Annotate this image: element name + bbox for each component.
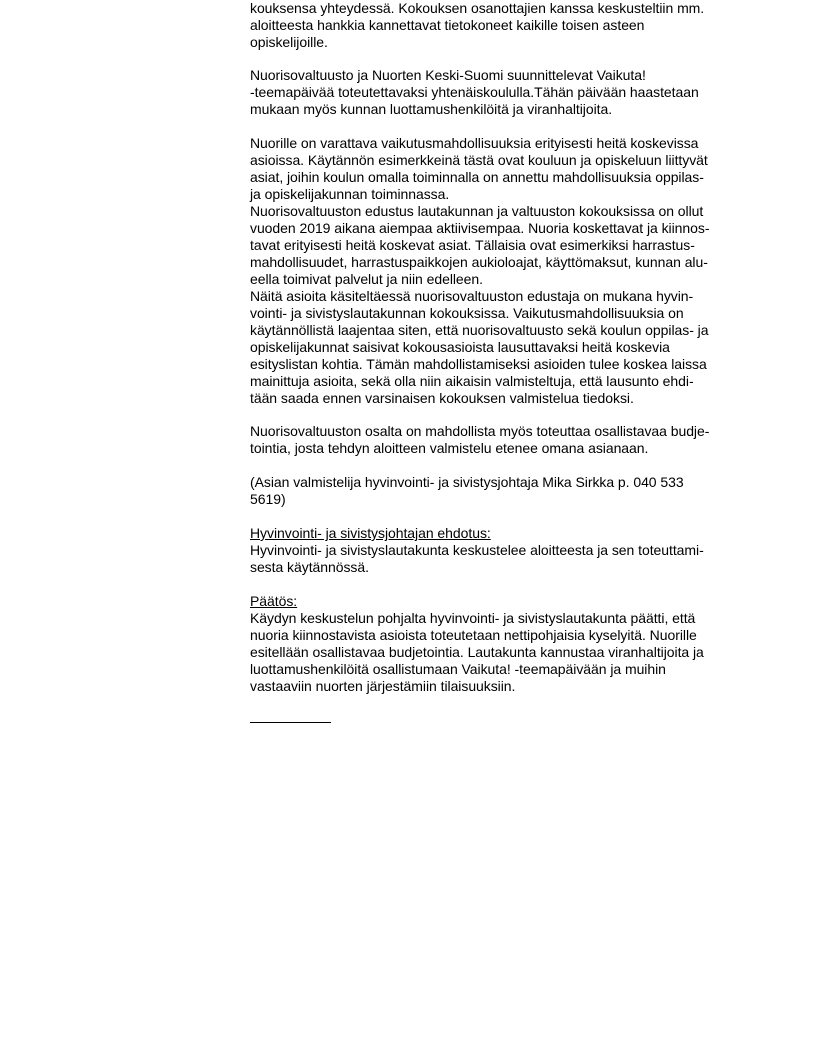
paragraph-influence-opportunities: [250, 135, 740, 407]
text-line: vointi- ja sivistyslautakunnan kokouksissa. Vaikutusmahdollisuuksia on: [250, 305, 684, 321]
text-line: aloitteesta hankkia kannettavat tietokoneet kaikille toisen asteen: [250, 17, 645, 33]
text-line: Nuorisovaltuusto ja Nuorten Keski-Suomi suunnittelevat Vaikuta!: [250, 67, 646, 83]
decision-heading: Päätös:: [250, 593, 298, 609]
text-line: eella toimivat palvelut ja niin edelleen.: [250, 271, 483, 287]
proposal-heading: Hyvinvointi- ja sivistysjohtajan ehdotus:: [250, 525, 491, 541]
text-line: -teemapäivää toteutettavaksi yhtenäiskoululla.Tähän päivään haastetaan: [250, 84, 699, 100]
text-line: (Asian valmistelija hyvinvointi- ja sivistysjohtaja Mika Sirkka p. 040 533: [250, 474, 684, 490]
text-line: esitellään osallistavaa budjetointia. Lautakunta kannustaa viranhaltijoita ja: [250, 644, 704, 660]
text-line: Näitä asioita käsiteltäessä nuorisovaltuuston edustaja on mukana hyvin-: [250, 288, 694, 304]
text-line: mainittuja asioita, sekä olla niin aikaisin valmisteltuja, että lausunto ehdi-: [250, 373, 694, 389]
text-line: Nuorille on varattava vaikutusmahdollisuuksia erityisesti heitä koskevissa: [250, 135, 699, 151]
text-line: nuoria kiinnostavista asioista toteutetaan nettipohjaisia kyselyitä. Nuorille: [250, 627, 697, 643]
text-line: vuoden 2019 aikana aiempaa aktiivisempaa. Nuoria koskettavat ja kiinnos-: [250, 220, 710, 236]
text-line: käytännöllistä laajentaa siten, että nuorisovaltuusto sekä koulun oppilas- ja: [250, 322, 709, 338]
text-line: Nuorisovaltuuston edustus lautakunnan ja valtuuston kokouksissa on ollut: [250, 203, 704, 219]
paragraph-theme-day: [250, 67, 740, 118]
text-line: asioissa. Käytännön esimerkkeinä tästä ovat kouluun ja opiskeluun liittyvät: [250, 152, 708, 168]
text-line: opiskelijoille.: [250, 34, 328, 50]
text-line: asiat, joihin koulun omalla toiminnalla on annettu mahdollisuuksia oppilas-: [250, 169, 704, 185]
text-line: sesta käytännössä.: [250, 559, 369, 575]
paragraph-meeting-discussion: [250, 0, 740, 51]
text-line: 5619): [250, 491, 286, 507]
text-line: luottamushenkilöitä osallistumaan Vaikuta! -teemapäivään ja muihin: [250, 661, 666, 677]
text-line: Käydyn keskustelun pohjalta hyvinvointi- ja sivistyslautakunta päätti, että: [250, 610, 696, 626]
text-line: vastaaviin nuorten järjestämiin tilaisuuksiin.: [250, 678, 516, 694]
text-line: tään saada ennen varsinaisen kokouksen valmistelua tiedoksi.: [250, 390, 634, 406]
text-line: mahdollisuudet, harrastuspaikkojen aukioloajat, käyttömaksut, kunnan alu-: [250, 254, 708, 270]
text-line: kouksensa yhteydessä. Kokouksen osanottajien kanssa keskusteltiin mm.: [250, 0, 705, 16]
text-line: Hyvinvointi- ja sivistyslautakunta keskustelee aloitteesta ja sen toteuttami-: [250, 542, 704, 558]
text-line: opiskelijakunnat saisivat kokousasioista lausuttavaksi heitä koskevia: [250, 339, 670, 355]
paragraph-preparer: [250, 474, 740, 508]
text-line: ja opiskelijakunnan toiminnassa.: [250, 186, 450, 202]
paragraph-participatory-budgeting: [250, 423, 740, 457]
text-line: mukaan myös kunnan luottamushenkilöitä ja viranhaltijoita.: [250, 101, 613, 117]
text-line: tavat erityisesti heitä koskevat asiat. Tällaisia ovat esimerkiksi harrastus-: [250, 237, 695, 253]
proposal-section: [250, 525, 740, 576]
decision-section: [250, 593, 740, 695]
text-line: tointia, josta tehdyn aloitteen valmistelu etenee omana asianaan.: [250, 440, 649, 456]
text-line: Nuorisovaltuuston osalta on mahdollista myös toteuttaa osallistavaa budje-: [250, 423, 710, 439]
text-line: esityslistan kohtia. Tämän mahdollistamiseksi asioiden tulee koskea laissa: [250, 356, 707, 372]
end-separator-rule: [250, 722, 331, 723]
